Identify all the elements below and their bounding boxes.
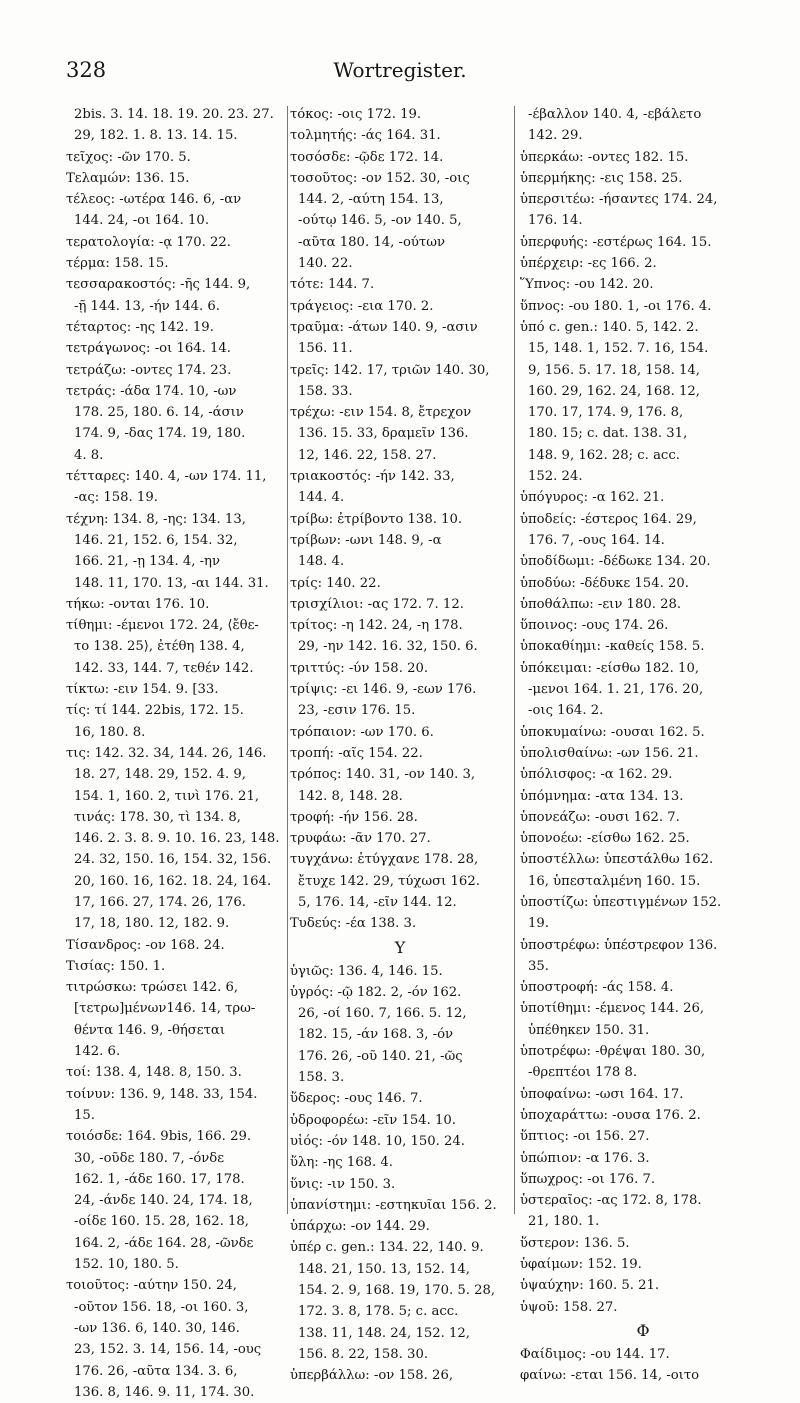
index-entry-continuation: 24. 32, 150. 16, 154. 32, 156. [74, 852, 272, 868]
index-entry-continuation: 5, 176. 14, -εῖν 144. 12. [298, 894, 457, 910]
index-entry-continuation: 148. 11, 170. 13, -αι 144. 31. [74, 575, 269, 591]
index-entry: τριακοστός: -ήν 142. 33, [290, 469, 455, 485]
index-entry: ὑπονεάζω: -ουσι 162. 7. [520, 809, 680, 825]
index-entry-continuation: 142. 8, 148. 28. [298, 788, 403, 804]
index-entry: ὑπώπιον: -α 176. 3. [520, 1150, 650, 1166]
index-entry: τετράγωνος: -οι 164. 14. [66, 341, 231, 357]
index-entry: ὑποδίδωμι: -δέδωκε 134. 20. [520, 554, 711, 570]
index-entry: τίς: τί 144. 22bis, 172. 15. [66, 703, 244, 719]
index-entry-continuation: 154. 1, 160. 2, τινὶ 176. 21, [74, 788, 260, 804]
index-entry: ὑπερφυής: -εστέρως 164. 15. [520, 234, 712, 250]
index-entry: Τελαμών: 136. 15. [66, 170, 190, 186]
index-entry: ὑποδύω: -δέδυκε 154. 20. [520, 575, 689, 591]
index-entry-continuation: -αῦτα 180. 14, -ούτων [298, 234, 445, 250]
index-entry: τότε: 144. 7. [290, 277, 375, 293]
index-entry-continuation: 24, -άνδε 140. 24, 174. 18, [74, 1193, 253, 1209]
index-entry: τίκτω: -ειν 154. 9. [33. [66, 682, 219, 698]
index-entry: τρίψις: -ει 146. 9, -εων 176. [290, 682, 477, 698]
index-entry: ὕστερον: 136. 5. [520, 1235, 630, 1251]
index-entry-continuation: 142. 6. [74, 1044, 121, 1060]
index-entry: ὑποστέλλω: ὑπεστάλθω 162. [520, 852, 714, 868]
index-entry: τρυφάω: -ᾶν 170. 27. [290, 831, 431, 847]
index-entry-continuation: 17, 18, 180. 12, 182. 9. [74, 916, 230, 932]
index-entry: ὑποδείς: -έστερος 164. 29, [520, 511, 697, 527]
index-entry-continuation: 23, 152. 3. 14, 156. 14, -ους [74, 1342, 262, 1358]
index-entry: ὑστεραῖος: -ας 172. 8, 178. [520, 1193, 702, 1209]
index-entry: τοσόσδε: -ῷδε 172. 14. [290, 149, 444, 165]
index-entry: τεῖχος: -ῶν 170. 5. [66, 149, 191, 165]
page-header [60, 58, 740, 98]
index-entry: τετράς: -άδα 174. 10, -ων [66, 383, 237, 399]
index-entry: ὕδερος: -ους 146. 7. [290, 1091, 423, 1107]
index-entry-continuation: 146. 2. 3. 8. 9. 10. 16. 23, 148. [74, 831, 280, 847]
index-entry-continuation: -ῇ 144. 13, -ήν 144. 6. [74, 298, 220, 314]
index-entry: τρίς: 140. 22. [290, 575, 381, 591]
index-entry: ὑπόκειμαι: -είσθω 182. 10, [520, 660, 700, 676]
index-entry: ὕλη: -ης 168. 4. [290, 1155, 393, 1171]
index-entry-continuation: -οις 164. 2. [528, 703, 604, 719]
index-entry-continuation: 26, -οί 160. 7, 166. 5. 12, [298, 1006, 467, 1022]
index-entry-continuation: 18. 27, 148. 29, 152. 4. 9, [74, 767, 246, 783]
index-entry: τίθημι: -έμενοι 172. 24, ⟨ἔθε- [66, 618, 259, 634]
index-entry-continuation: 35. [528, 958, 549, 974]
index-entry-continuation: 4. 8. [74, 447, 104, 463]
index-entry: τροφή: -ήν 156. 28. [290, 809, 418, 825]
index-entry-continuation: -μενοι 164. 1. 21, 176. 20, [528, 682, 704, 698]
index-entry: τοίνυν: 136. 9, 148. 33, 154. [66, 1086, 258, 1102]
index-entry-continuation: 162. 1, -άδε 160. 17, 178. [74, 1171, 245, 1187]
index-entry-continuation: 176. 26, -οῦ 140. 21, -ῶς [298, 1048, 463, 1064]
index-entry: ὕπτιος: -οι 156. 27. [520, 1129, 650, 1145]
index-entry: ὑποφαίνω: -ωσι 164. 17. [520, 1086, 684, 1102]
index-entry: τροπή: -αῖς 154. 22. [290, 745, 423, 761]
index-entry-continuation: 144. 24, -οι 164. 10. [74, 213, 210, 229]
index-entry-continuation: 136. 8, 146. 9. 11, 174. 30. [74, 1384, 255, 1400]
index-entry: τοιοῦτος: -αύτην 150. 24, [66, 1278, 237, 1294]
index-entry: υἱός: -όν 148. 10, 150. 24. [290, 1133, 465, 1149]
index-entry: τολμητής: -άς 164. 31. [290, 128, 441, 144]
index-entry: ὑποχαράττω: -ουσα 176. 2. [520, 1107, 701, 1123]
index-entry-continuation: 21, 180. 1. [528, 1214, 600, 1230]
index-entry: τρόπος: 140. 31, -ον 140. 3, [290, 767, 476, 783]
index-entry-continuation: 142. 33, 144. 7, τεθέν 142. [74, 660, 254, 676]
section-letter: Υ [394, 937, 406, 957]
index-entry-continuation: 176. 14. [528, 213, 583, 229]
index-entry-continuation: 17, 166. 27, 174. 26, 176. [74, 894, 246, 910]
index-entry-continuation: -θρεπτέοι 178 8. [528, 1065, 638, 1081]
index-entry-continuation: 142. 29. [528, 128, 583, 144]
index-entry: φαίνω: -εται 156. 14, -οιτο [520, 1368, 700, 1384]
index-entry: τρίτος: -η 142. 24, -η 178. [290, 618, 463, 634]
index-entry-continuation: 9, 156. 5. 17. 18, 158. 14, [528, 362, 700, 378]
index-entry-continuation: 148. 4. [298, 554, 345, 570]
index-entry: ὑπάρχω: -ον 144. 29. [290, 1219, 430, 1235]
index-entry: Φαίδιμος: -ου 144. 17. [520, 1346, 670, 1362]
index-entry-continuation: 12, 146. 22, 158. 27. [298, 447, 437, 463]
index-entry-continuation: 172. 3. 8, 178. 5; c. acc. [298, 1304, 459, 1320]
index-entry: ὑπόλισφος: -α 162. 29. [520, 767, 673, 783]
column-rule [287, 106, 288, 1214]
index-entry-continuation: 154. 2. 9, 168. 19, 170. 5. 28, [298, 1283, 496, 1299]
index-entry: ὑποστίζω: ὑπεστιγμένων 152. [520, 894, 722, 910]
index-entry-continuation: 146. 21, 152. 6, 154. 32, [74, 532, 238, 548]
index-entry: ὑπονοέω: -είσθω 162. 25. [520, 831, 690, 847]
index-entry-continuation: 140. 22. [298, 256, 353, 272]
index-entry-continuation: 15, 148. 1, 152. 7. 16, 154. [528, 341, 709, 357]
index-entry: ὑποτρέφω: -θρέψαι 180. 30, [520, 1044, 706, 1060]
index-entry-continuation: 156. 11. [298, 341, 353, 357]
index-entry: ὑπόμνημα: -ατα 134. 13. [520, 788, 684, 804]
index-entry: ὑψοῦ: 158. 27. [520, 1299, 618, 1315]
index-entry: ὑπανίστημι: -εστηκυῖαι 156. 2. [290, 1197, 497, 1213]
index-entry-continuation: θέντα 146. 9, -θήσεται [74, 1022, 226, 1038]
index-entry: Τίσανδρος: -ον 168. 24. [66, 937, 225, 953]
index-entry-continuation: 178. 25, 180. 6. 14, -άσιν [74, 405, 244, 421]
index-entry-continuation: 166. 21, -ῃ 134. 4, -ην [74, 554, 220, 570]
index-entry-continuation: -οίδε 160. 15. 28, 162. 18, [74, 1214, 249, 1230]
index-entry-continuation: [τετρω]μένων146. 14, τρω- [74, 1001, 256, 1017]
index-entry: ὑποκαθίημι: -καθείς 158. 5. [520, 639, 705, 655]
index-entry: τήκω: -ονται 176. 10. [66, 596, 210, 612]
index-entry: τοιόσδε: 164. 9bis, 166. 29. [66, 1129, 252, 1145]
index-entry-continuation: 23, -εσιν 176. 15. [298, 703, 416, 719]
index-entry-continuation: 174. 9, -δας 174. 19, 180. [74, 426, 246, 442]
index-entry-continuation: 16, ὑπεσταλμένη 160. 15. [528, 873, 701, 889]
index-entry: ὑπέρ c. gen.: 134. 22, 140. 9. [290, 1240, 484, 1256]
index-entry: ὑπερβάλλω: -ον 158. 26, [290, 1368, 454, 1384]
index-columns [66, 104, 766, 1400]
index-entry: ὑπόγυρος: -α 162. 21. [520, 490, 665, 506]
column-rule [514, 106, 515, 1214]
index-entry: τρισχίλιοι: -ας 172. 7. 12. [290, 596, 464, 612]
index-entry: τράγειος: -εια 170. 2. [290, 298, 434, 314]
index-entry: ὑποστροφή: -άς 158. 4. [520, 980, 674, 996]
index-entry: ὑφαίμων: 152. 19. [520, 1257, 642, 1273]
running-title: Wortregister. [333, 58, 467, 82]
index-entry-continuation: 138. 11, 148. 24, 152. 12, [298, 1325, 470, 1341]
index-entry: τέταρτος: -ης 142. 19. [66, 319, 214, 335]
index-entry-continuation: 176. 7, -ους 164. 14. [528, 532, 665, 548]
index-entry: ὑποκυμαίνω: -ουσαι 162. 5. [520, 724, 705, 740]
index-entry-continuation: -ων 136. 6, 140. 30, 146. [74, 1320, 240, 1336]
index-entry: τόκος: -οις 172. 19. [290, 107, 422, 122]
index-entry: τοί: 138. 4, 148. 8, 150. 3. [66, 1065, 242, 1081]
index-entry-continuation: 144. 4. [298, 490, 345, 506]
index-entry: ὕποινος: -ους 174. 26. [520, 618, 669, 634]
index-entry: τεσσαρακοστός: -ῆς 144. 9, [66, 277, 251, 293]
index-entry-continuation: ἔτυχε 142. 29, τύχωσι 162. [298, 873, 480, 889]
index-column-1 [66, 104, 284, 1400]
index-entry-continuation: 29, -ην 142. 16. 32, 150. 6. [298, 639, 478, 655]
index-entry-continuation: 30, -οῦδε 180. 7, -όνδε [74, 1150, 225, 1166]
index-entry: τριττύς: -ύν 158. 20. [290, 660, 429, 676]
index-entry: τρόπαιον: -ων 170. 6. [290, 724, 434, 740]
index-entry-continuation: 176. 26, -αῦτα 134. 3. 6, [74, 1363, 238, 1379]
index-entry-continuation: 164. 2, -άδε 164. 28, -ῶνδε [74, 1235, 254, 1251]
index-entry-continuation: 170. 17, 174. 9, 176. 8, [528, 405, 684, 421]
index-entry-continuation: τινάς: 178. 30, τὶ 134. 8, [74, 809, 241, 825]
index-column-2 [290, 104, 510, 1384]
index-entry: τοσοῦτος: -ον 152. 30, -οις [290, 170, 470, 186]
index-entry: ὑγιῶς: 136. 4, 146. 15. [290, 963, 443, 979]
index-entry: ὑποστρέφω: ὑπέστρεφον 136. [520, 937, 718, 953]
index-entry: ὕπωχρος: -οι 176. 7. [520, 1171, 656, 1187]
index-entry: τρίβων: -ωνι 148. 9, -α [290, 532, 442, 548]
index-column-3 [520, 104, 766, 1384]
index-entry-continuation: 16, 180. 8. [74, 724, 146, 740]
index-entry-continuation: 158. 3. [298, 1070, 345, 1086]
index-entry: ὑποτίθημι: -έμενος 144. 26, [520, 1001, 705, 1017]
index-entry-continuation: 148. 9, 162. 28; c. acc. [528, 447, 680, 463]
index-entry: τέτταρες: 140. 4, -ων 174. 11, [66, 469, 267, 485]
index-entry-continuation: 20, 160. 16, 162. 18. 24, 164. [74, 873, 272, 889]
index-entry-continuation: 144. 2, -αύτη 154. 13, [298, 192, 444, 208]
index-entry: ὑπερκάω: -οντες 182. 15. [520, 149, 689, 165]
index-entry-continuation: το 138. 25⟩, ἐτέθη 138. 4, [74, 639, 245, 655]
index-entry: τρίβω: ἐτρίβοντο 138. 10. [290, 511, 463, 527]
index-entry-continuation: 160. 29, 162. 24, 168. 12, [528, 383, 700, 399]
index-entry: Τισίας: 150. 1. [66, 958, 166, 974]
index-entry-continuation: 136. 15. 33, δραμεῖν 136. [298, 426, 469, 442]
index-entry: ὑπερμήκης: -εις 158. 25. [520, 170, 683, 186]
index-entry: Ὕπνος: -ου 142. 20. [520, 277, 654, 293]
index-entry-continuation: -ούτῳ 146. 5, -ον 140. 5, [298, 213, 462, 229]
index-entry: ὑπό c. gen.: 140. 5, 142. 2. [520, 319, 699, 335]
index-entry: ὑγρός: -ῷ 182. 2, -όν 162. [290, 984, 462, 1000]
index-entry: ὕπνος: -ου 180. 1, -οι 176. 4. [520, 298, 712, 314]
index-entry: ὑψαύχην: 160. 5. 21. [520, 1278, 660, 1294]
index-entry: τέλεος: -ωτέρα 146. 6, -αν [66, 192, 242, 208]
index-entry: τέρμα: 158. 15. [66, 256, 169, 272]
index-entry-continuation: 182. 15, -άν 168. 3, -όν [298, 1027, 454, 1043]
index-entry-continuation: 148. 21, 150. 13, 152. 14, [298, 1261, 470, 1277]
index-entry: τις: 142. 32. 34, 144. 26, 146. [66, 745, 267, 761]
index-entry-continuation: 158. 33. [298, 383, 353, 399]
index-entry: ὑπέρχειρ: -ες 166. 2. [520, 256, 657, 272]
index-entry-continuation: 29, 182. 1. 8. 13. 14. 15. [74, 128, 238, 144]
index-entry-continuation: 152. 24. [528, 469, 583, 485]
index-entry: ὑδροφορέω: -εῖν 154. 10. [290, 1112, 456, 1128]
index-entry-continuation: 180. 15; c. dat. 138. 31, [528, 426, 688, 442]
index-entry: ὕνις: -ιν 150. 3. [290, 1176, 396, 1192]
index-entry: τυγχάνω: ἐτύγχανε 178. 28, [290, 852, 479, 868]
index-entry: Τυδεύς: -έα 138. 3. [290, 916, 417, 932]
index-entry: ὑπερσιτέω: -ήσαντες 174. 24, [520, 192, 718, 208]
index-entry: τερατολογία: -ᾳ 170. 22. [66, 234, 231, 250]
index-entry-continuation: -ας: 158. 19. [74, 490, 158, 506]
index-entry-continuation: 152. 10, 180. 5. [74, 1257, 179, 1273]
index-entry: τρέχω: -ειν 154. 8, ἔτρεχον [290, 405, 472, 421]
index-entry: τρεῖς: 142. 17, τριῶν 140. 30, [290, 362, 490, 378]
index-entry: τιτρώσκω: τρώσει 142. 6, [66, 980, 239, 996]
index-entry: ὑπολισθαίνω: -ων 156. 21. [520, 745, 699, 761]
section-letter: Φ [636, 1320, 650, 1340]
index-entry: τραῦμα: -άτων 140. 9, -ασιν [290, 319, 478, 335]
index-entry-continuation: ὑπέθηκεν 150. 31. [528, 1022, 650, 1038]
index-entry-continuation: -έβαλλον 140. 4, -εβάλετο [528, 107, 702, 122]
index-entry-continuation: 19. [528, 916, 549, 932]
index-entry-continuation: -οῦτον 156. 18, -οι 160. 3, [74, 1299, 249, 1315]
index-entry-continuation: 15. [74, 1107, 95, 1123]
index-entry: τέχνη: 134. 8, -ης: 134. 13, [66, 511, 246, 527]
index-entry-continuation: 2bis. 3. 14. 18. 19. 20. 23. 27. [74, 107, 274, 122]
index-entry: τετράζω: -οντες 174. 23. [66, 362, 232, 378]
page-number: 328 [66, 58, 107, 82]
index-entry: ὑποθάλπω: -ειν 180. 28. [520, 596, 682, 612]
index-entry-continuation: 156. 8. 22, 158. 30. [298, 1346, 429, 1362]
